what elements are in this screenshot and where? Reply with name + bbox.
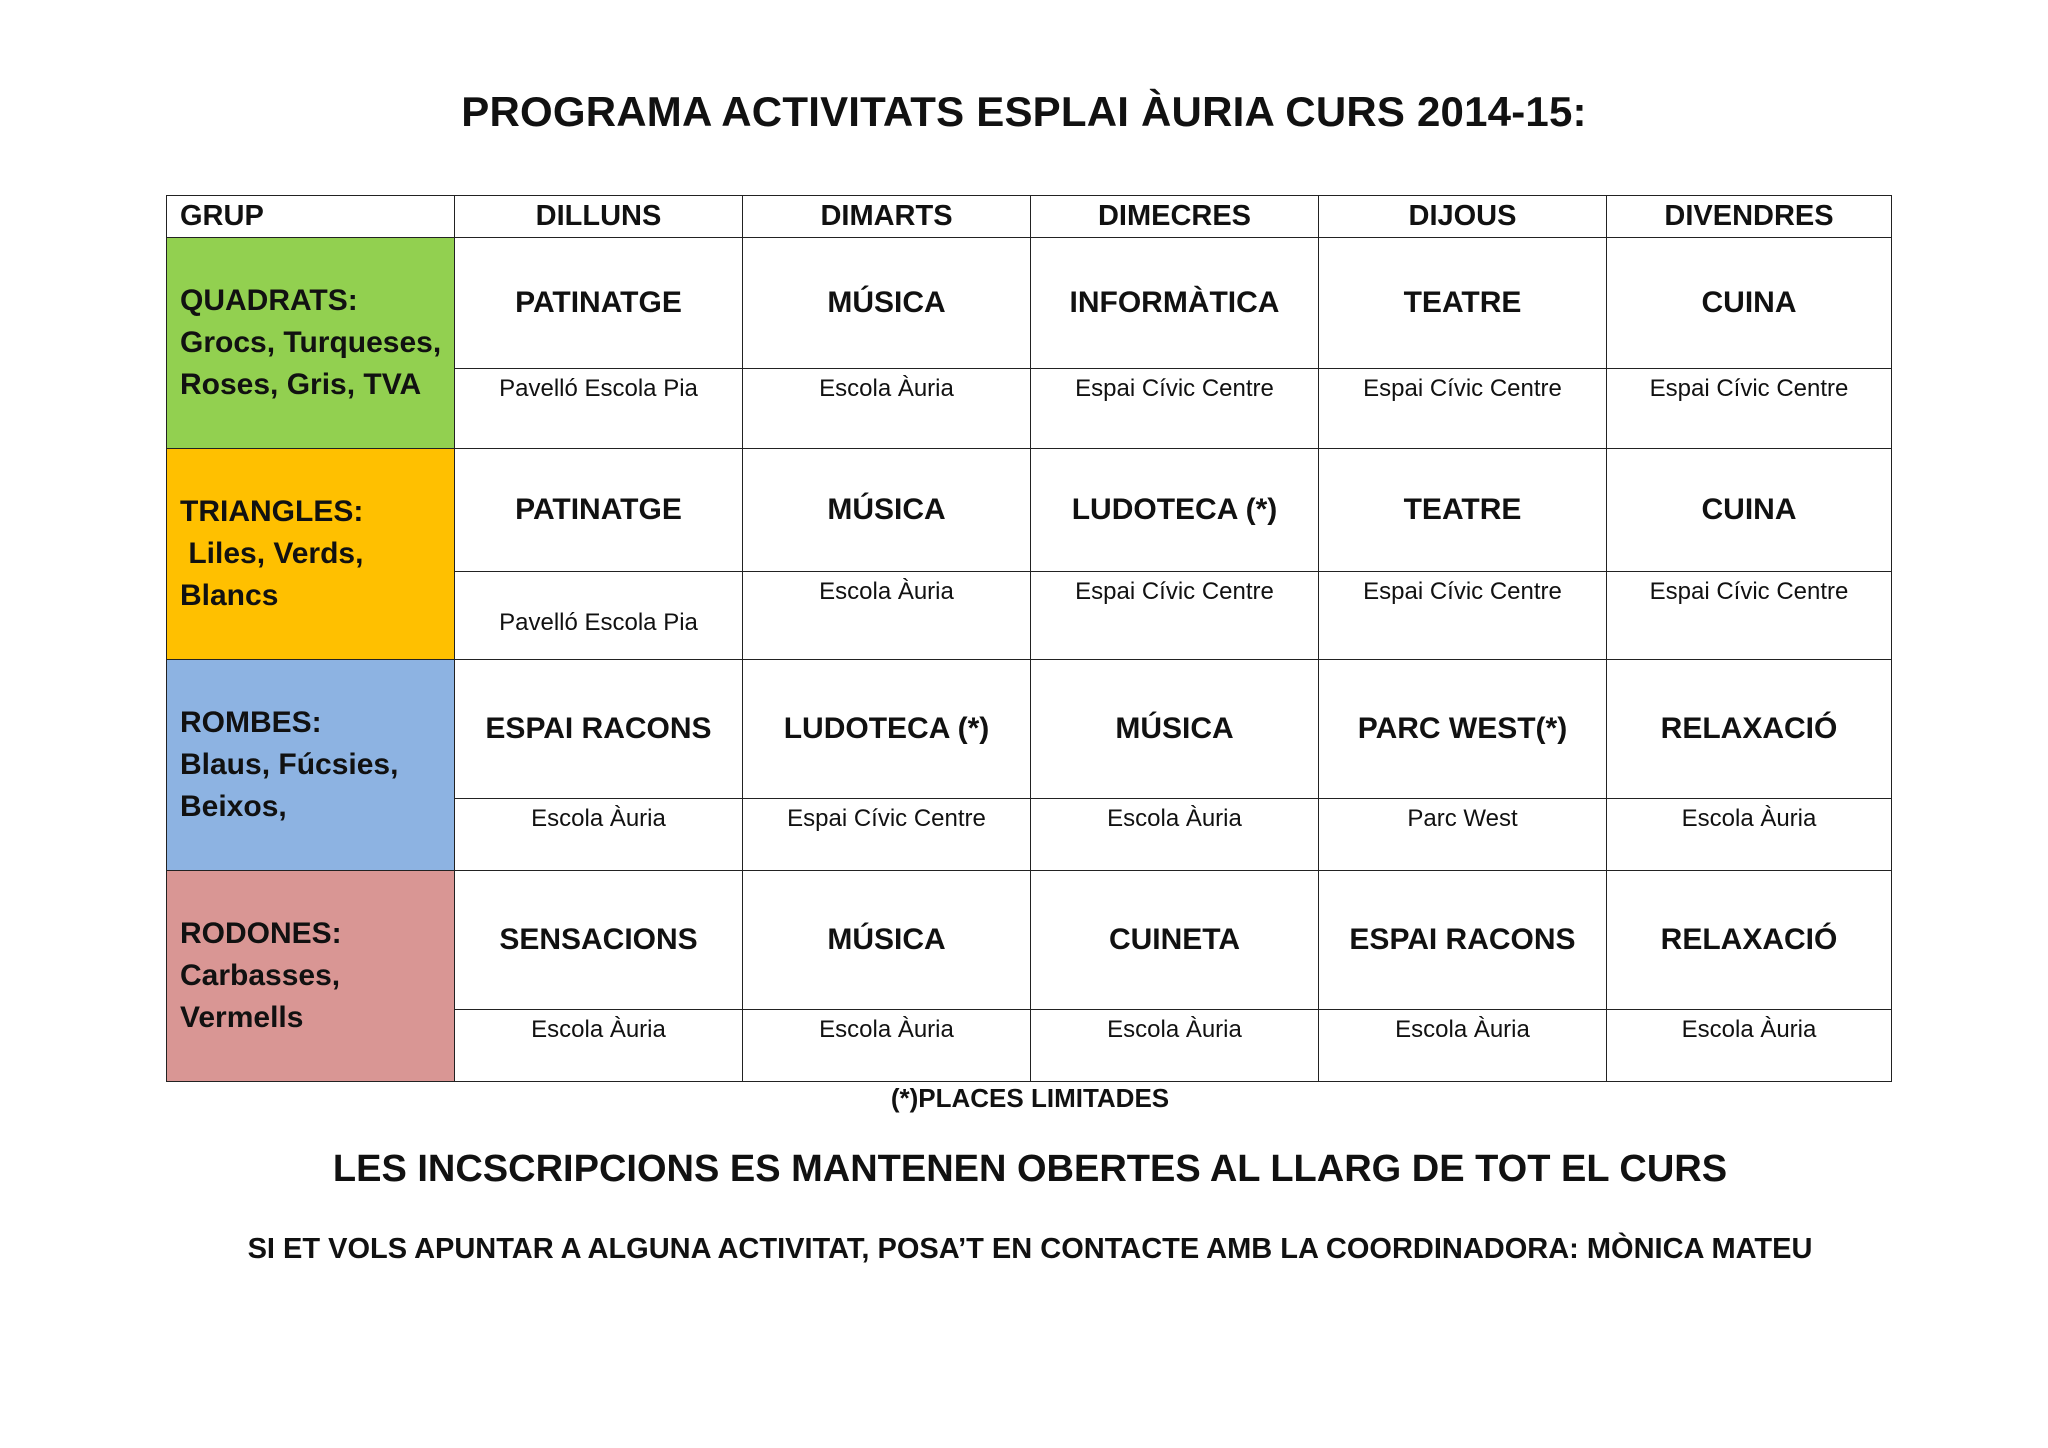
- place-cell: Espai Cívic Centre: [1319, 572, 1607, 660]
- page-title: PROGRAMA ACTIVITATS ESPLAI ÀURIA CURS 2014-15:: [461, 88, 1587, 135]
- group-name: ROMBES:: [180, 706, 322, 739]
- activity-row: [167, 660, 1892, 799]
- activity-cell: CUINETA: [1031, 871, 1319, 1010]
- limited-places-note: (*)PLACES LIMITADES: [890, 1083, 1170, 1113]
- group-cell-quadrats: [167, 238, 455, 449]
- schedule-table: [166, 195, 1892, 1082]
- place-cell: Pavelló Escola Pia: [455, 572, 743, 660]
- group-name: QUADRATS:: [180, 284, 358, 317]
- activity-row: [167, 238, 1892, 369]
- activity-cell: MÚSICA: [1031, 660, 1319, 799]
- activity-cell: SENSACIONS: [455, 871, 743, 1010]
- place-cell: Escola Àuria: [1031, 1010, 1319, 1082]
- group-name: TRIANGLES:: [180, 495, 364, 528]
- activity-row: [167, 871, 1892, 1010]
- group-name: RODONES:: [180, 917, 342, 950]
- activity-cell: RELAXACIÓ: [1607, 871, 1892, 1010]
- group-cell-triangles: [167, 449, 455, 660]
- contact-notice: SI ET VOLS APUNTAR A ALGUNA ACTIVITAT, POSA’T EN CONTACTE AMB LA COORDINADORA: MÒNICA MATEU: [247, 1233, 1813, 1265]
- header-row: [167, 196, 1892, 238]
- activity-cell: PARC WEST(*): [1319, 660, 1607, 799]
- activity-cell: LUDOTECA (*): [743, 660, 1031, 799]
- header-monday: DILLUNS: [455, 196, 743, 238]
- activity-cell: CUINA: [1607, 238, 1892, 369]
- activity-cell: MÚSICA: [743, 871, 1031, 1010]
- registration-notice: LES INCSCRIPCIONS ES MANTENEN OBERTES AL LLARG DE TOT EL CURS: [332, 1148, 1728, 1190]
- activity-cell: TEATRE: [1319, 238, 1607, 369]
- header-group: GRUP: [167, 196, 455, 238]
- group-members-line: Grocs, Turqueses,: [180, 326, 442, 359]
- place-cell: Espai Cívic Centre: [1031, 572, 1319, 660]
- header-wednesday: DIMECRES: [1031, 196, 1319, 238]
- activity-cell: LUDOTECA (*): [1031, 449, 1319, 572]
- activity-cell: PATINATGE: [455, 238, 743, 369]
- activity-row: [167, 449, 1892, 572]
- place-cell: Escola Àuria: [743, 1010, 1031, 1082]
- activity-cell: RELAXACIÓ: [1607, 660, 1892, 799]
- activity-cell: MÚSICA: [743, 449, 1031, 572]
- group-cell-rodones: [167, 871, 455, 1082]
- header-tuesday: DIMARTS: [743, 196, 1031, 238]
- group-members-line: Beixos,: [180, 790, 287, 823]
- group-members-line: Vermells: [180, 1001, 304, 1034]
- place-cell: Espai Cívic Centre: [1319, 369, 1607, 449]
- place-cell: Escola Àuria: [1319, 1010, 1607, 1082]
- place-cell: Parc West: [1319, 799, 1607, 871]
- place-cell: Escola Àuria: [1607, 1010, 1892, 1082]
- place-cell: Escola Àuria: [1607, 799, 1892, 871]
- group-members-line: Roses, Gris, TVA: [180, 368, 422, 401]
- group-members-line: Carbasses,: [180, 959, 341, 992]
- place-cell: Escola Àuria: [455, 1010, 743, 1082]
- activity-cell: CUINA: [1607, 449, 1892, 572]
- place-cell: Espai Cívic Centre: [1607, 369, 1892, 449]
- activity-cell: ESPAI RACONS: [1319, 871, 1607, 1010]
- place-cell: Espai Cívic Centre: [1031, 369, 1319, 449]
- place-cell: Escola Àuria: [743, 572, 1031, 660]
- activity-cell: TEATRE: [1319, 449, 1607, 572]
- group-members-line: Blaus, Fúcsies,: [180, 748, 399, 781]
- group-members-line: Liles, Verds,: [180, 537, 364, 570]
- place-cell: Escola Àuria: [455, 799, 743, 871]
- place-cell: Escola Àuria: [1031, 799, 1319, 871]
- header-thursday: DIJOUS: [1319, 196, 1607, 238]
- place-cell: Espai Cívic Centre: [1607, 572, 1892, 660]
- group-cell-rombes: [167, 660, 455, 871]
- place-cell: Escola Àuria: [743, 369, 1031, 449]
- activity-cell: INFORMÀTICA: [1031, 238, 1319, 369]
- group-members-line: Blancs: [180, 579, 279, 612]
- activity-cell: MÚSICA: [743, 238, 1031, 369]
- header-friday: DIVENDRES: [1607, 196, 1892, 238]
- place-cell: Pavelló Escola Pia: [455, 369, 743, 449]
- activity-cell: PATINATGE: [455, 449, 743, 572]
- activity-cell: ESPAI RACONS: [455, 660, 743, 799]
- place-cell: Espai Cívic Centre: [743, 799, 1031, 871]
